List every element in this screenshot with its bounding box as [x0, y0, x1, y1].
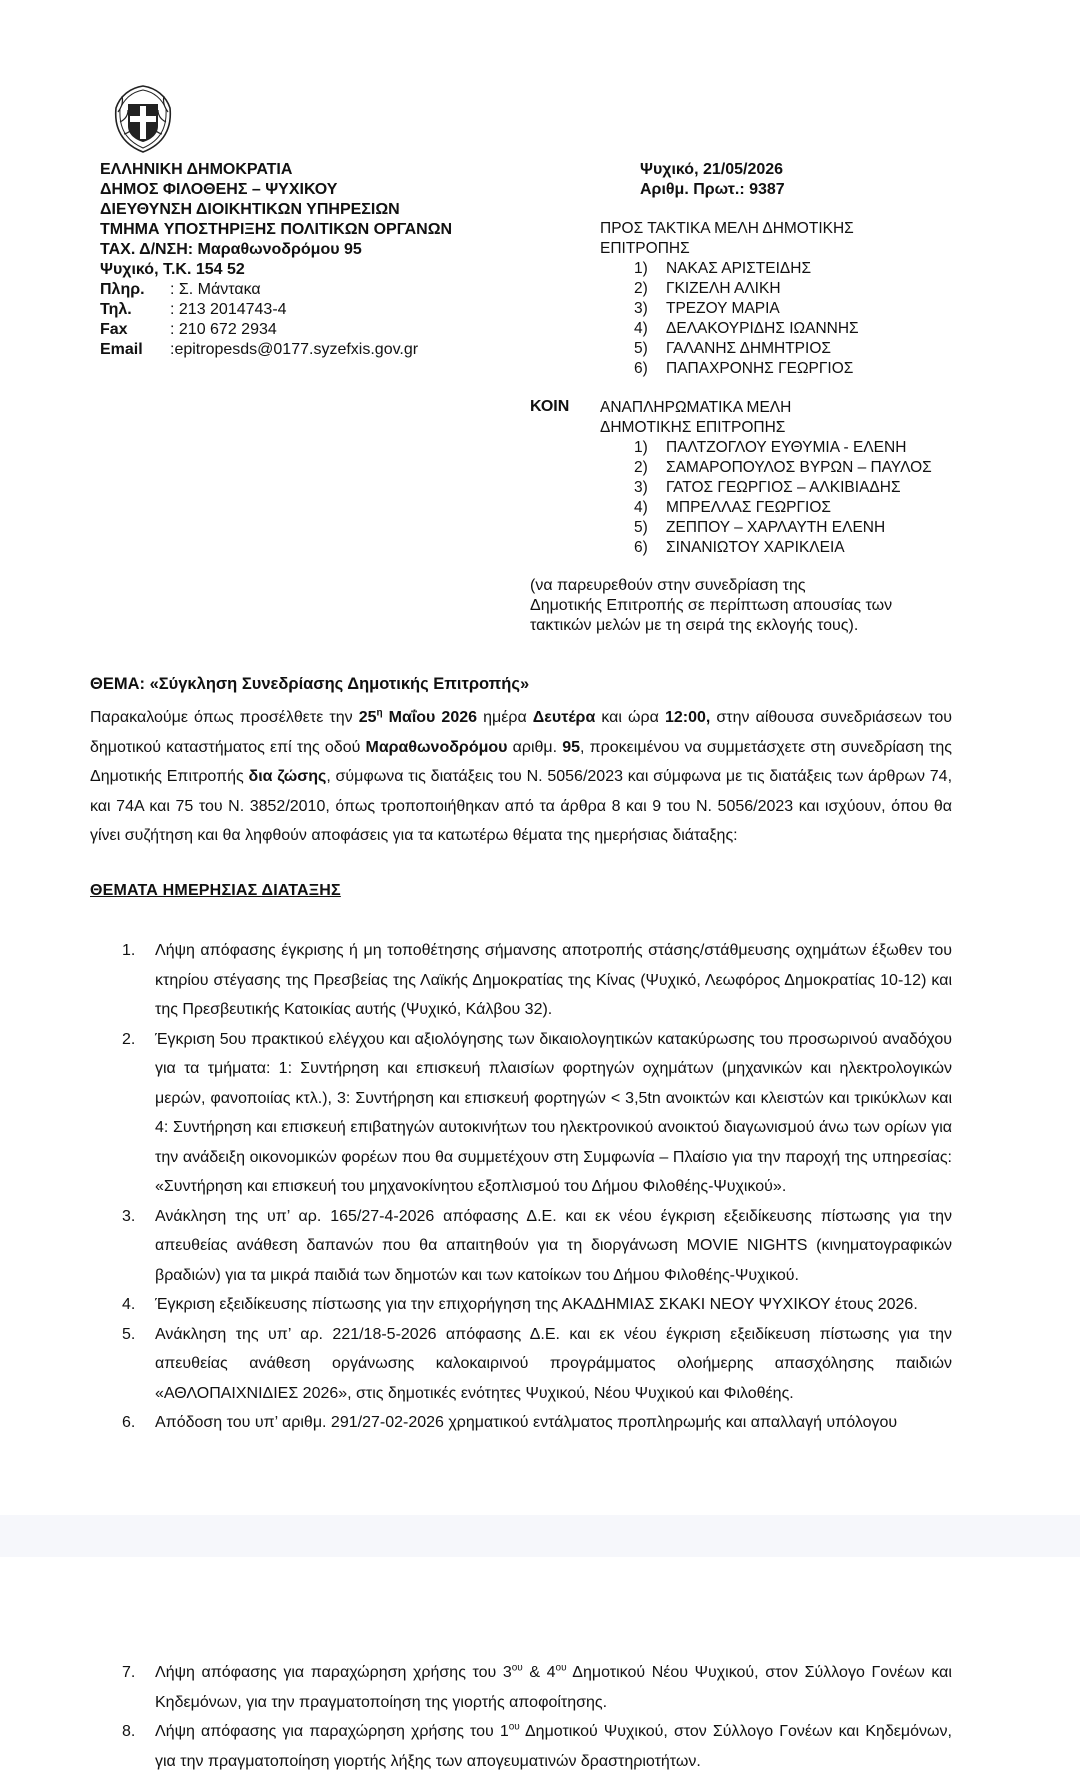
item-number: 2) [634, 280, 648, 297]
list-item [600, 538, 932, 558]
item-number: 6) [634, 539, 648, 556]
contact-label: Τηλ. [100, 301, 132, 318]
ordinal-suffix: η [376, 707, 383, 719]
item-number: 5) [634, 519, 648, 536]
text-run: , σύμφωνα τις διατάξεις του Ν. 5056/2023 και σύμφωνα με τις διατάξεις των άρθρων 74, και 74Α και 75 του Ν. 3852/2010, όπως τροποποιήθηκαν από τα άρθρα 8 και 9 του Ν. 5056/2023 και ισχύουν, όπου θα γίνει συζήτηση και θα ληφθούν αποφάσεις για τα κατωτέρω θέματα της ημερήσιας διάταξης: [90, 768, 953, 844]
koin-label: ΚΟΙΝ [530, 398, 570, 415]
member-name: ΜΠΡΕΛΛΑΣ ΓΕΩΡΓΙΟΣ [666, 499, 831, 516]
ordinal-suffix: ου [508, 1721, 520, 1733]
date-block [640, 160, 785, 200]
list-item [600, 319, 859, 339]
sender-line: ΤΜΗΜΑ ΥΠΟΣΤΗΡΙΞΗΣ ΠΟΛΙΤΙΚΩΝ ΟΡΓΑΝΩΝ [100, 221, 453, 238]
recipients-title: ΕΠΙΤΡΟΠΗΣ [600, 240, 690, 257]
item-number: 5) [634, 340, 648, 357]
meeting-weekday: Δευτέρα [532, 709, 596, 726]
place-date: Ψυχικό, 21/05/2026 [640, 161, 784, 178]
street-name: Μαραθωνοδρόμου [365, 738, 508, 756]
agenda-item [122, 1320, 952, 1409]
agenda-item [122, 936, 952, 1025]
item-number: 7. [122, 1664, 136, 1681]
member-name: ΓΑΛΑΝΗΣ ΔΗΜΗΤΡΙΟΣ [666, 340, 831, 357]
agenda-item [122, 1025, 952, 1202]
item-text: Δημοτικού Ψυχικού, στον Σύλλογο Γονέων και Κηδεμόνων, για την πραγματοποίηση γιορτής λήξης των απογευματινών δραστηριοτήτων. [155, 1723, 952, 1770]
protocol-number: Αριθμ. Πρωτ.: 9387 [640, 181, 785, 198]
item-number: 2. [122, 1030, 136, 1048]
item-number: 3) [634, 300, 648, 317]
list-item [600, 438, 932, 458]
item-text: Έγκριση 5ου πρακτικού ελέγχου και αξιολόγησης των δικαιολογητικών κατακύρωσης του προσωρινού αναδόχου για τα τμήματα: 1: Συντήρηση και επισκευή πλαισίων φορτηγών οχημάτων (μηχανικών και ηλεκτρολογικών μερών, φανοποιίας κτλ.), 3: Συντήρηση και επισκευή φορτηγών < 3,5tn ανοικτών και κλειστών και τρικύκλων και 4: Συντήρηση και επισκευή επιβατηγών αυτοκινήτων του ηλεκτρονικού ανοικτού διαγωνισμού άνω των ορίων για την ανάδειξη οικονομικών φορέων που θα συμμετέχουν στη Συμφωνία – Πλαίσιο για την παροχή της υπηρεσίας: «Συντήρηση και επισκευή του μηχανοκίνητου εξοπλισμού του Δήμου Φιλοθέης-Ψυχικού». [155, 1030, 952, 1195]
attendance-note [530, 576, 970, 636]
text-run: , προκειμένου να συμμετάσχετε στη συνεδρίαση της Δημοτικής Επιτροπής [90, 738, 953, 785]
sender-line: ΔΙΕΥΘΥΝΣΗ ΔΙΟΙΚΗΤΙΚΩΝ ΥΠΗΡΕΣΙΩΝ [100, 201, 400, 218]
item-number: 6) [634, 360, 648, 377]
list-item [600, 498, 932, 518]
list-item [600, 259, 859, 279]
contact-row [100, 280, 452, 300]
item-number: 1) [634, 439, 648, 456]
member-name: ΣΙΝΑΝΙΩΤΟΥ ΧΑΡΙΚΛΕΙΑ [666, 539, 845, 556]
sender-line: ΔΗΜΟΣ ΦΙΛΟΘΕΗΣ – ΨΥΧΙΚΟΥ [100, 181, 338, 198]
contact-value: : 213 2014743-4 [170, 301, 287, 318]
item-text: Δημοτικού Νέου Ψυχικού, στον Σύλλογο Γονέων και Κηδεμόνων, για την πραγματοποίηση της γιορτής αποφοίτησης. [155, 1664, 952, 1711]
alternates-title: ΑΝΑΠΛΗΡΩΜΑΤΙΚΑ ΜΕΛΗ [600, 399, 792, 416]
contact-label: Email [100, 341, 143, 358]
item-text: Έγκριση εξειδίκευσης πίστωσης για την επιχορήγηση της ΑΚΑΔΗΜΙΑΣ ΣΚΑΚΙ ΝΕΟΥ ΨΥΧΙΚΟΥ έτους 2026. [155, 1296, 918, 1313]
contact-label: Πληρ. [100, 281, 145, 298]
item-number: 6. [122, 1414, 136, 1431]
contact-value: : Σ. Μάντακα [170, 281, 261, 298]
sender-block [100, 160, 452, 360]
sender-line: ΤΑΧ. Δ/ΝΣΗ: Μαραθωνοδρόμου 95 [100, 241, 362, 258]
member-name: ΓΚΙΖΕΛΗ ΑΛΙΚΗ [666, 280, 781, 297]
note-line: Δημοτικής Επιτροπής σε περίπτωση απουσίας των [530, 597, 893, 614]
recipients-alternate [600, 398, 932, 558]
item-number: 8. [122, 1723, 136, 1740]
agenda-item [122, 1658, 952, 1717]
list-item [600, 478, 932, 498]
text-run: Παρακαλούμε όπως προσέλθετε την [90, 709, 359, 726]
item-text: Απόδοση του υπ’ αριθμ. 291/27-02-2026 χρηματικού εντάλματος προπληρωμής και απαλλαγή υπόλογου [155, 1414, 898, 1431]
contact-value: : 210 672 2934 [170, 321, 277, 338]
contact-row [100, 340, 452, 360]
text-run: ημέρα [477, 709, 533, 726]
alternates-title: ΔΗΜΟΤΙΚΗΣ ΕΠΙΤΡΟΠΗΣ [600, 419, 786, 436]
meeting-time: 12:00, [664, 709, 711, 726]
recipients-title: ΠΡΟΣ ΤΑΚΤΙΚΑ ΜΕΛΗ ΔΗΜΟΤΙΚΗΣ [600, 220, 854, 237]
page-break [0, 1515, 1080, 1557]
ordinal-suffix: ου [555, 1662, 567, 1674]
recipients-regular [600, 219, 859, 379]
sender-line: ΕΛΛΗΝΙΚΗ ΔΗΜΟΚΡΑΤΙΑ [100, 161, 293, 178]
list-item [600, 518, 932, 538]
meeting-day: 25 [358, 709, 377, 726]
note-line: (να παρευρεθούν στην συνεδρίαση της [530, 577, 806, 594]
item-text: Λήψη απόφασης έγκρισης ή μη τοποθέτησης σήμανσης αποτροπής στάσης/στάθμευσης οχημάτων έξωθεν του κτηρίου στέγασης της Πρεσβείας της Λαϊκής Δημοκρατίας της Κίνας (Ψυχικό, Λεωφόρος Δημοκρατίας 10-12) και της Πρεσβευτικής Κατοικίας αυτής (Ψυχικό, Κάλβου 32). [155, 942, 952, 1018]
street-number: 95 [562, 738, 581, 756]
text-run: αριθμ. [507, 738, 563, 756]
note-line: τακτικών μελών με τη σειρά της εκλογής τους). [530, 617, 859, 634]
list-item [600, 299, 859, 319]
member-name: ΠΑΛΤΖΟΓΛΟΥ ΕΥΘΥΜΙΑ - ΕΛΕΝΗ [666, 439, 907, 456]
subject-line: ΘΕΜΑ: «Σύγκληση Συνεδρίασης Δημοτικής Επιτροπής» [90, 675, 530, 693]
item-number: 1) [634, 260, 648, 277]
item-text: Ανάκληση της υπ’ αρ. 221/18-5-2026 απόφασης Δ.Ε. και εκ νέου έγκριση εξειδίκευση πίστωσης για την απευθείας ανάθεση οργάνωσης καλοκαιρινού προγράμματος ολοήμερης απασχόλησης παιδιών «ΑΘΛΟΠΑΙΧΝΙΔΙΕΣ 2026», στις δημοτικές ενότητες Ψυχικού, Νέου Ψυχικού και Φιλοθέης. [155, 1325, 952, 1402]
agenda-item [122, 1408, 952, 1438]
item-number: 4) [634, 499, 648, 516]
list-item [600, 339, 859, 359]
item-number: 3. [122, 1207, 136, 1225]
text-run: και ώρα [595, 709, 665, 726]
agenda-item [122, 1290, 952, 1320]
agenda-list-continued [122, 1658, 952, 1776]
agenda-item [122, 1202, 952, 1291]
email-link[interactable]: :epitropesds@0177.syzefxis.gov.gr [170, 341, 419, 358]
item-number: 4. [122, 1296, 136, 1313]
agenda-heading: ΘΕΜΑΤΑ ΗΜΕΡΗΣΙΑΣ ΔΙΑΤΑΞΗΣ [90, 882, 341, 899]
invitation-paragraph [90, 703, 952, 851]
item-number: 5. [122, 1325, 136, 1343]
member-name: ΠΑΠΑΧΡΟΝΗΣ ΓΕΩΡΓΙΟΣ [666, 360, 854, 377]
item-text: Ανάκληση της υπ’ αρ. 165/27-4-2026 απόφασης Δ.Ε. και εκ νέου έγκριση εξειδίκευσης πίστωσης για την απευθείας ανάθεση δαπανών που θα απαιτηθούν για τη διοργάνωση MOVIE NIGHTS (κινηματογραφικών βραδιών) για τα μικρά παιδιά των δημοτών και των κατοίκων του Δήμου Φιλοθέης-Ψυχικού. [155, 1207, 952, 1284]
member-name: ΝΑΚΑΣ ΑΡΙΣΤΕΙΔΗΣ [666, 260, 812, 277]
list-item [600, 458, 932, 478]
item-number: 2) [634, 459, 648, 476]
list-item [600, 279, 859, 299]
agenda-list [122, 936, 952, 1438]
list-item [600, 359, 859, 379]
meeting-mode: δια ζώσης [248, 768, 327, 785]
item-number: 1. [122, 942, 136, 959]
member-name: ΣΑΜΑΡΟΠΟΥΛΟΣ ΒΥΡΩΝ – ΠΑΥΛΟΣ [666, 459, 932, 476]
meeting-month-year: Μαΐου 2026 [382, 709, 478, 726]
ordinal-suffix: ου [511, 1662, 523, 1674]
item-text: & 4 [522, 1664, 556, 1681]
item-text: Λήψη απόφασης για παραχώρηση χρήσης του 1 [155, 1723, 509, 1740]
member-name: ΓΑΤΟΣ ΓΕΩΡΓΙΟΣ – ΑΛΚΙΒΙΑΔΗΣ [666, 479, 901, 496]
member-name: ΔΕΛΑΚΟΥΡΙΔΗΣ ΙΩΑΝΝΗΣ [666, 320, 859, 337]
item-text: Λήψη απόφασης για παραχώρηση χρήσης του 3 [155, 1664, 512, 1681]
item-number: 4) [634, 320, 648, 337]
coat-of-arms-icon [110, 82, 176, 154]
agenda-item [122, 1717, 952, 1776]
contact-row [100, 320, 452, 340]
member-name: ΤΡΕΖΟΥ ΜΑΡΙΑ [666, 300, 780, 317]
member-name: ΖΕΠΠΟΥ – ΧΑΡΛΑΥΤΗ ΕΛΕΝΗ [666, 519, 886, 536]
item-number: 3) [634, 479, 648, 496]
contact-label: Fax [100, 321, 128, 338]
sender-line: Ψυχικό, Τ.Κ. 154 52 [100, 261, 245, 278]
text-run: στην αίθουσα συνεδριάσεων του δημοτικού καταστήματος επί της οδού [90, 709, 952, 756]
contact-row [100, 300, 452, 320]
